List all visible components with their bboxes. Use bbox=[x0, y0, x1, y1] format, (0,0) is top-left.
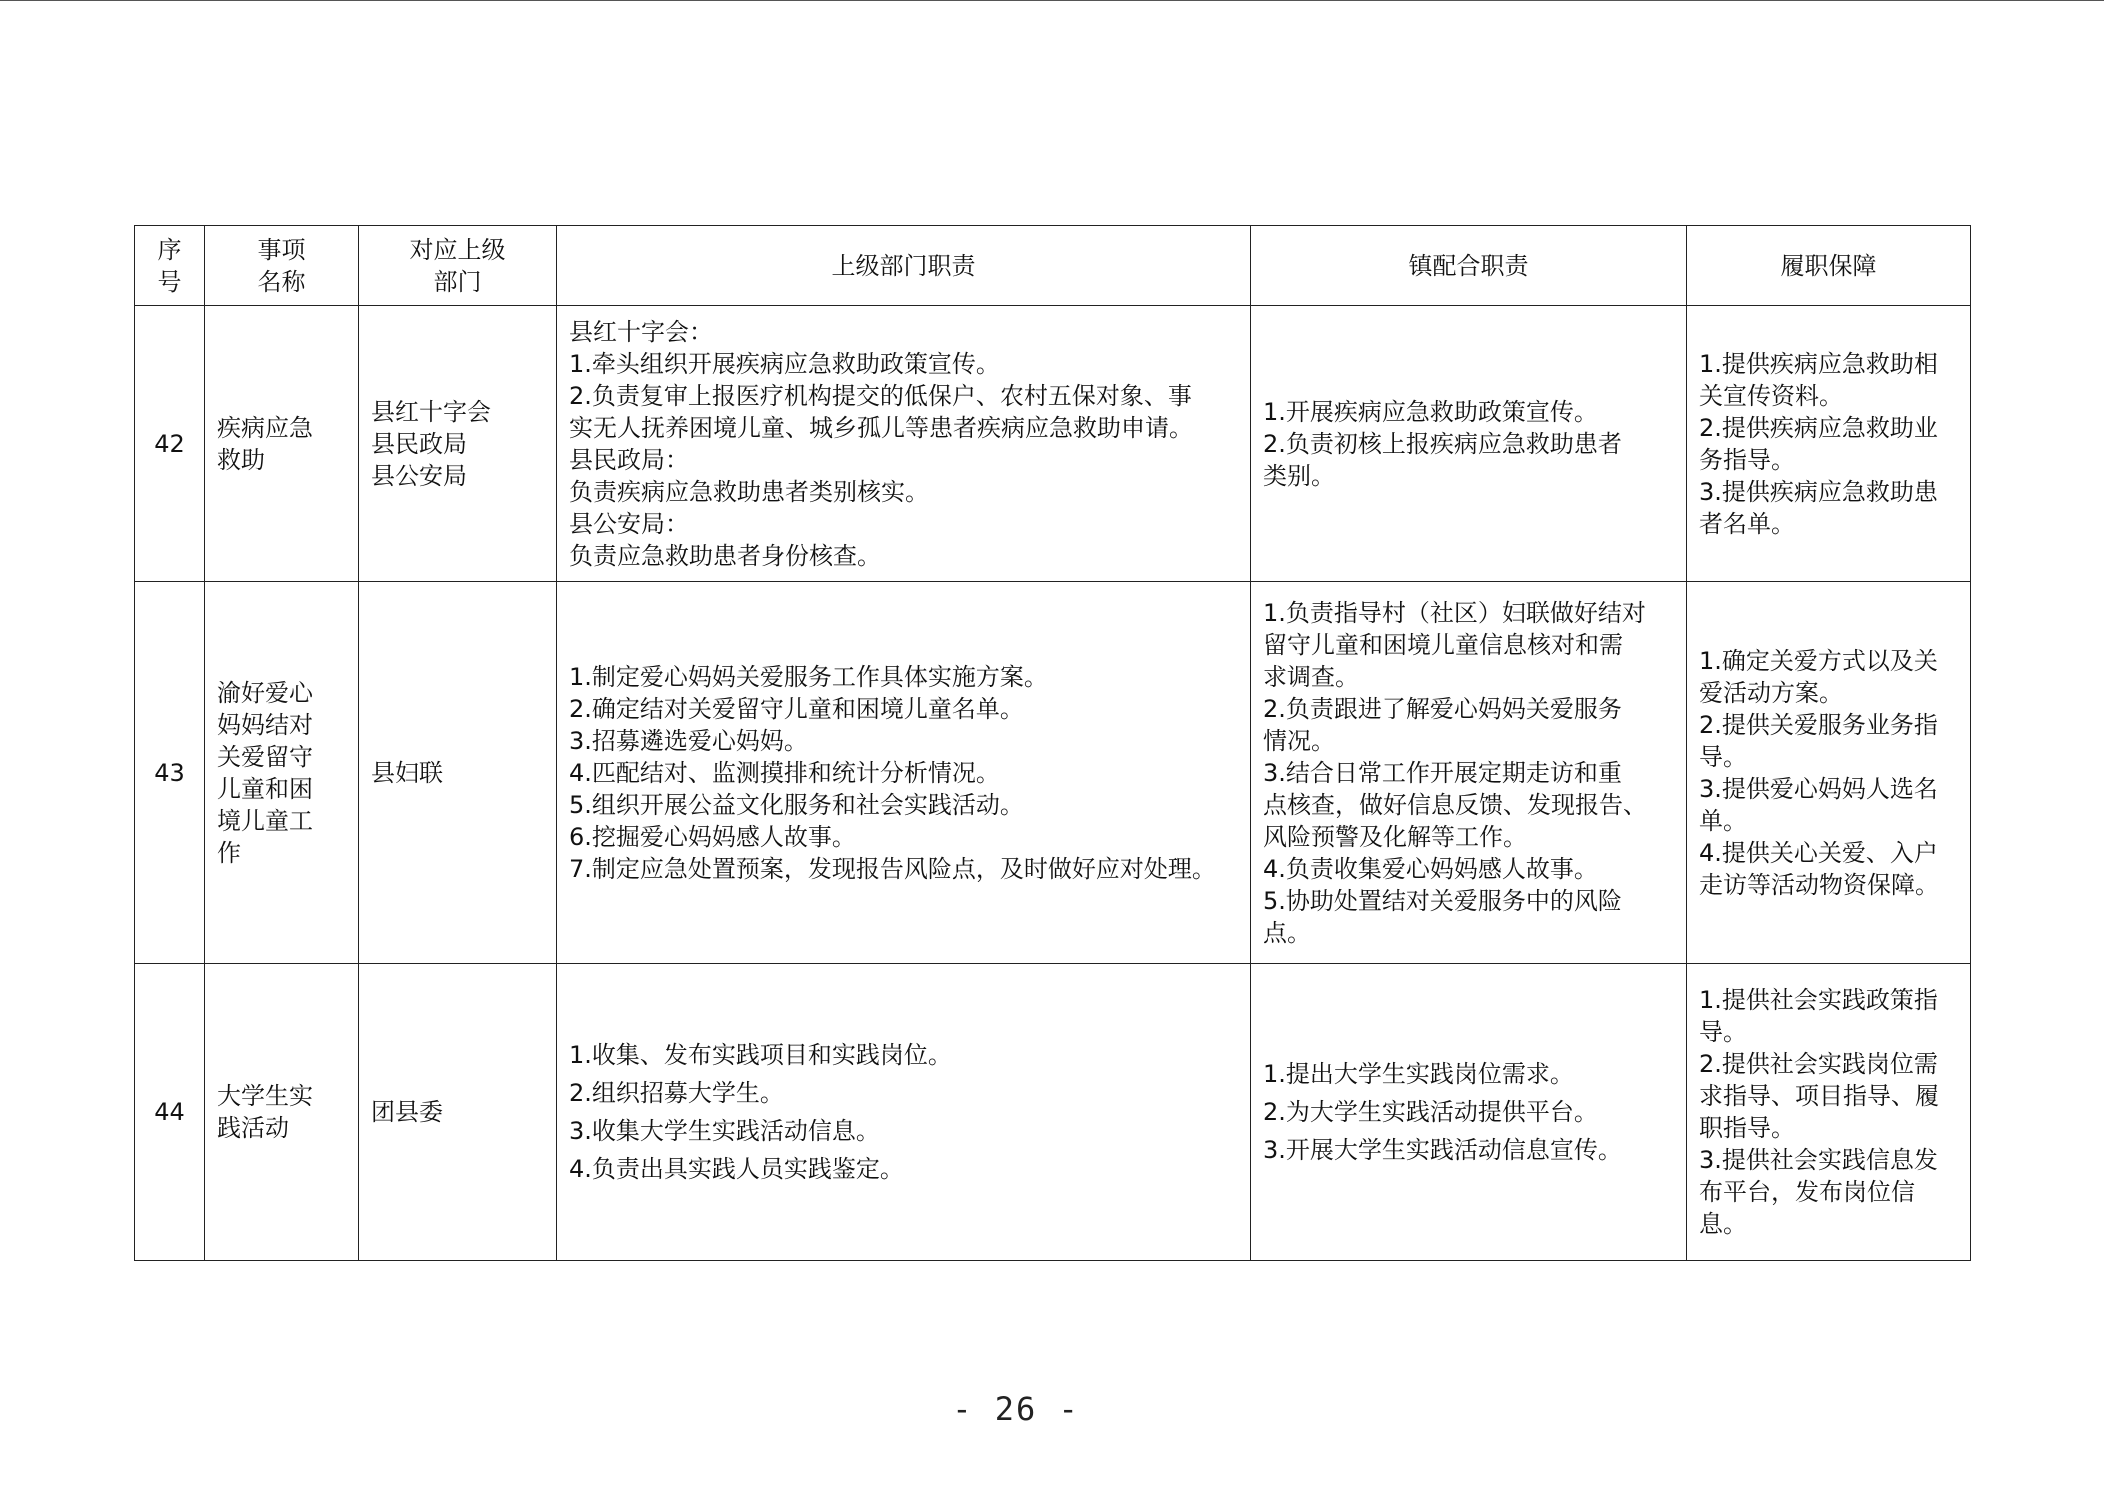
guarantee-cell bbox=[1687, 306, 1971, 582]
header-upper-duties: 上级部门职责 bbox=[557, 226, 1251, 306]
item-name-line: 境儿童工 bbox=[217, 806, 313, 835]
town-duty-line: 3.开展大学生实践活动信息宣传。 bbox=[1263, 1136, 1622, 1164]
row-number: 43 bbox=[135, 582, 205, 964]
header-number-line: 序 bbox=[157, 235, 182, 264]
upper-duty-line: 2.负责复审上报医疗机构提交的低保户、农村五保对象、事 bbox=[569, 381, 1192, 410]
header-item-name-line: 事项 bbox=[257, 235, 306, 264]
town-duty-line: 点。 bbox=[1263, 918, 1311, 947]
upper-duty-line: 负责应急救助患者身份核查。 bbox=[569, 541, 881, 570]
item-name-line: 疾病应急 bbox=[217, 413, 313, 442]
table-header-row bbox=[135, 226, 1971, 306]
row-number: 44 bbox=[135, 964, 205, 1261]
guarantee-line: 爱活动方案。 bbox=[1699, 678, 1843, 707]
upper-duty-line: 2.组织招募大学生。 bbox=[569, 1079, 784, 1107]
upper-duty-line: 实无人抚养困境儿童、城乡孤儿等患者疾病应急救助申请。 bbox=[569, 413, 1193, 442]
upper-duty-line: 3.招募遴选爱心妈妈。 bbox=[569, 726, 808, 755]
header-item-name bbox=[205, 226, 359, 306]
header-item-name-line: 名称 bbox=[257, 267, 306, 296]
table-row bbox=[135, 964, 1971, 1261]
upper-duties-cell bbox=[557, 964, 1251, 1261]
department-line: 县民政局 bbox=[371, 429, 467, 458]
town-duties-cell bbox=[1251, 582, 1687, 964]
item-name-line: 渝好爱心 bbox=[217, 678, 313, 707]
department-line: 县妇联 bbox=[371, 758, 443, 787]
upper-duty-line: 负责疾病应急救助患者类别核实。 bbox=[569, 477, 929, 506]
town-duties-cell bbox=[1251, 964, 1687, 1261]
town-duty-line: 1.提出大学生实践岗位需求。 bbox=[1263, 1060, 1574, 1088]
header-guarantee: 履职保障 bbox=[1687, 226, 1971, 306]
town-duty-line: 5.协助处置结对关爱服务中的风险 bbox=[1263, 886, 1622, 915]
guarantee-line: 导。 bbox=[1699, 1018, 1747, 1046]
header-number bbox=[135, 226, 205, 306]
guarantee-line: 求指导、项目指导、履 bbox=[1699, 1082, 1939, 1110]
upper-duty-line: 2.确定结对关爱留守儿童和困境儿童名单。 bbox=[569, 694, 1024, 723]
guarantee-line: 2.提供关爱服务业务指 bbox=[1699, 710, 1938, 739]
header-department-line: 部门 bbox=[433, 267, 482, 296]
header-number-line: 号 bbox=[157, 267, 182, 296]
item-name-line: 践活动 bbox=[217, 1114, 289, 1142]
upper-duty-line: 7.制定应急处置预案，发现报告风险点，及时做好应对处理。 bbox=[569, 854, 1216, 883]
guarantee-line: 走访等活动物资保障。 bbox=[1699, 870, 1939, 899]
item-name-line: 妈妈结对 bbox=[217, 710, 313, 739]
item-name-line: 关爱留守 bbox=[217, 742, 313, 771]
table-row bbox=[135, 306, 1971, 582]
town-duty-line: 求调查。 bbox=[1263, 662, 1359, 691]
guarantee-line: 务指导。 bbox=[1699, 445, 1795, 474]
town-duty-line: 1.负责指导村（社区）妇联做好结对 bbox=[1263, 598, 1646, 627]
department-line: 县红十字会 bbox=[371, 397, 491, 426]
town-duty-line: 情况。 bbox=[1263, 726, 1335, 755]
guarantee-line: 3.提供社会实践信息发 bbox=[1699, 1146, 1938, 1174]
item-name-line: 作 bbox=[217, 838, 241, 867]
town-duty-line: 1.开展疾病应急救助政策宣传。 bbox=[1263, 397, 1598, 426]
guarantee-line: 息。 bbox=[1699, 1210, 1747, 1238]
item-name-line: 救助 bbox=[217, 445, 265, 474]
item-name-line: 儿童和困 bbox=[217, 774, 313, 803]
guarantee-line: 2.提供疾病应急救助业 bbox=[1699, 413, 1938, 442]
guarantee-line: 1.提供疾病应急救助相 bbox=[1699, 349, 1938, 378]
guarantee-line: 2.提供社会实践岗位需 bbox=[1699, 1050, 1938, 1078]
guarantee-line: 单。 bbox=[1699, 806, 1747, 835]
upper-duty-line: 4.匹配结对、监测摸排和统计分析情况。 bbox=[569, 758, 1000, 787]
item-name-line: 大学生实 bbox=[217, 1082, 313, 1110]
guarantee-line: 关宣传资料。 bbox=[1699, 381, 1843, 410]
guarantee-line: 职指导。 bbox=[1699, 1114, 1795, 1142]
upper-duty-line: 4.负责出具实践人员实践鉴定。 bbox=[569, 1155, 904, 1183]
guarantee-cell bbox=[1687, 964, 1971, 1261]
guarantee-line: 4.提供关心关爱、入户 bbox=[1699, 838, 1938, 867]
guarantee-line: 1.确定关爱方式以及关 bbox=[1699, 646, 1938, 675]
town-duty-line: 2.为大学生实践活动提供平台。 bbox=[1263, 1098, 1598, 1126]
upper-duty-line: 1.制定爱心妈妈关爱服务工作具体实施方案。 bbox=[569, 662, 1048, 691]
upper-duties-cell bbox=[557, 582, 1251, 964]
guarantee-cell bbox=[1687, 582, 1971, 964]
town-duty-line: 4.负责收集爱心妈妈感人故事。 bbox=[1263, 854, 1598, 883]
department-line: 县公安局 bbox=[371, 461, 467, 490]
header-town-duties: 镇配合职责 bbox=[1251, 226, 1687, 306]
top-border-line bbox=[0, 0, 2104, 1]
guarantee-line: 导。 bbox=[1699, 742, 1747, 771]
table-row bbox=[135, 582, 1971, 964]
page-number: - 26 - bbox=[952, 1390, 1080, 1428]
header-department bbox=[359, 226, 557, 306]
town-duty-line: 2.负责初核上报疾病应急救助患者 bbox=[1263, 429, 1622, 458]
row-number: 42 bbox=[135, 306, 205, 582]
upper-duty-line: 1.收集、发布实践项目和实践岗位。 bbox=[569, 1041, 952, 1069]
upper-duty-line: 县公安局： bbox=[569, 509, 689, 538]
town-duty-line: 风险预警及化解等工作。 bbox=[1263, 822, 1527, 851]
town-duty-line: 留守儿童和困境儿童信息核对和需 bbox=[1263, 630, 1623, 659]
department-cell bbox=[359, 306, 557, 582]
town-duty-line: 2.负责跟进了解爱心妈妈关爱服务 bbox=[1263, 694, 1622, 723]
header-department-line: 对应上级 bbox=[409, 235, 506, 264]
department-cell bbox=[359, 582, 557, 964]
item-name-cell bbox=[205, 306, 359, 582]
upper-duty-line: 5.组织开展公益文化服务和社会实践活动。 bbox=[569, 790, 1024, 819]
upper-duty-line: 县民政局： bbox=[569, 445, 689, 474]
item-name-cell bbox=[205, 964, 359, 1261]
town-duties-cell bbox=[1251, 306, 1687, 582]
guarantee-line: 布平台，发布岗位信 bbox=[1699, 1178, 1915, 1206]
guarantee-line: 1.提供社会实践政策指 bbox=[1699, 986, 1938, 1014]
duty-table bbox=[134, 225, 1971, 1261]
town-duty-line: 3.结合日常工作开展定期走访和重 bbox=[1263, 758, 1622, 787]
guarantee-line: 3.提供爱心妈妈人选名 bbox=[1699, 774, 1938, 803]
upper-duty-line: 县红十字会： bbox=[569, 317, 713, 346]
town-duty-line: 点核查，做好信息反馈、发现报告、 bbox=[1263, 790, 1647, 819]
upper-duty-line: 6.挖掘爱心妈妈感人故事。 bbox=[569, 822, 856, 851]
upper-duty-line: 3.收集大学生实践活动信息。 bbox=[569, 1117, 880, 1145]
guarantee-line: 3.提供疾病应急救助患 bbox=[1699, 477, 1938, 506]
upper-duty-line: 1.牵头组织开展疾病应急救助政策宣传。 bbox=[569, 349, 1000, 378]
upper-duties-cell bbox=[557, 306, 1251, 582]
department-cell bbox=[359, 964, 557, 1261]
guarantee-line: 者名单。 bbox=[1699, 509, 1795, 538]
item-name-cell bbox=[205, 582, 359, 964]
town-duty-line: 类别。 bbox=[1263, 461, 1335, 490]
department-line: 团县委 bbox=[371, 1098, 443, 1126]
